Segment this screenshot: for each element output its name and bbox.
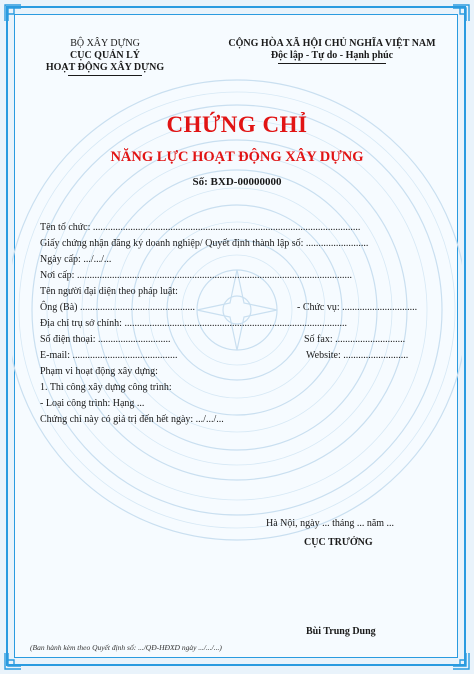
- certificate-subtitle: NĂNG LỰC HOẠT ĐỘNG XÂY DỰNG: [110, 149, 364, 165]
- field-organization-name: Tên tổ chức: ...........................................................................................................: [40, 222, 361, 233]
- field-issue-date: Ngày cấp: .../.../...: [40, 254, 112, 265]
- field-position: - Chức vụ: ..............................: [297, 302, 418, 313]
- field-representative-name: Ông (Bà) ..............................................: [40, 302, 195, 313]
- field-issue-place: Nơi cấp: ..............................................................................................................: [40, 270, 352, 281]
- national-header: [200, 38, 464, 64]
- issuer-header: [30, 38, 180, 76]
- field-head-office-address: Địa chỉ trụ sở chính: .........................................................................................: [40, 318, 347, 329]
- header-divider: [68, 75, 142, 76]
- field-work-type: - Loại công trình: Hạng ...: [40, 398, 145, 409]
- field-validity: Chứng chỉ này có giá trị đến hết ngày: .../.../...: [40, 414, 224, 425]
- signing-place-date: Hà Nội, ngày ... tháng ... năm ...: [266, 518, 395, 529]
- signer-title: CỤC TRƯỞNG: [304, 537, 373, 548]
- national-motto: Độc lập - Tự do - Hạnh phúc: [270, 50, 394, 61]
- field-business-registration: Giấy chứng nhận đăng ký doanh nghiệp/ Quyết định thành lập số: .........................: [40, 238, 369, 249]
- field-fax: Số fax: ............................: [304, 334, 406, 345]
- department-name-line1: CỤC QUẢN LÝ: [70, 50, 140, 61]
- signer-name: Bùi Trung Dung: [306, 626, 376, 637]
- motto-divider: [278, 63, 386, 64]
- issuance-note: (Ban hành kèm theo Quyết định số: .../QĐ-HĐXD ngày .../.../...): [30, 643, 222, 652]
- field-representative-heading: Tên người đại diện theo pháp luật:: [40, 286, 178, 297]
- field-scope-heading: Phạm vi hoạt động xây dựng:: [40, 366, 158, 377]
- country-name: CỘNG HÒA XÃ HỘI CHỦ NGHĨA VIỆT NAM: [228, 38, 436, 49]
- ministry-name: BỘ XÂY DỰNG: [70, 38, 140, 49]
- field-email: E-mail: ..........................................: [40, 350, 178, 361]
- field-scope-item: 1. Thi công xây dựng công trình:: [40, 382, 172, 393]
- certificate-title: CHỨNG CHỈ: [166, 112, 308, 137]
- department-name-line2: HOẠT ĐỘNG XÂY DỰNG: [45, 62, 165, 73]
- field-website: Website: ..........................: [306, 350, 409, 361]
- field-phone: Số điện thoại: .............................: [40, 334, 171, 345]
- certificate-number: Số: BXD-00000000: [192, 176, 282, 188]
